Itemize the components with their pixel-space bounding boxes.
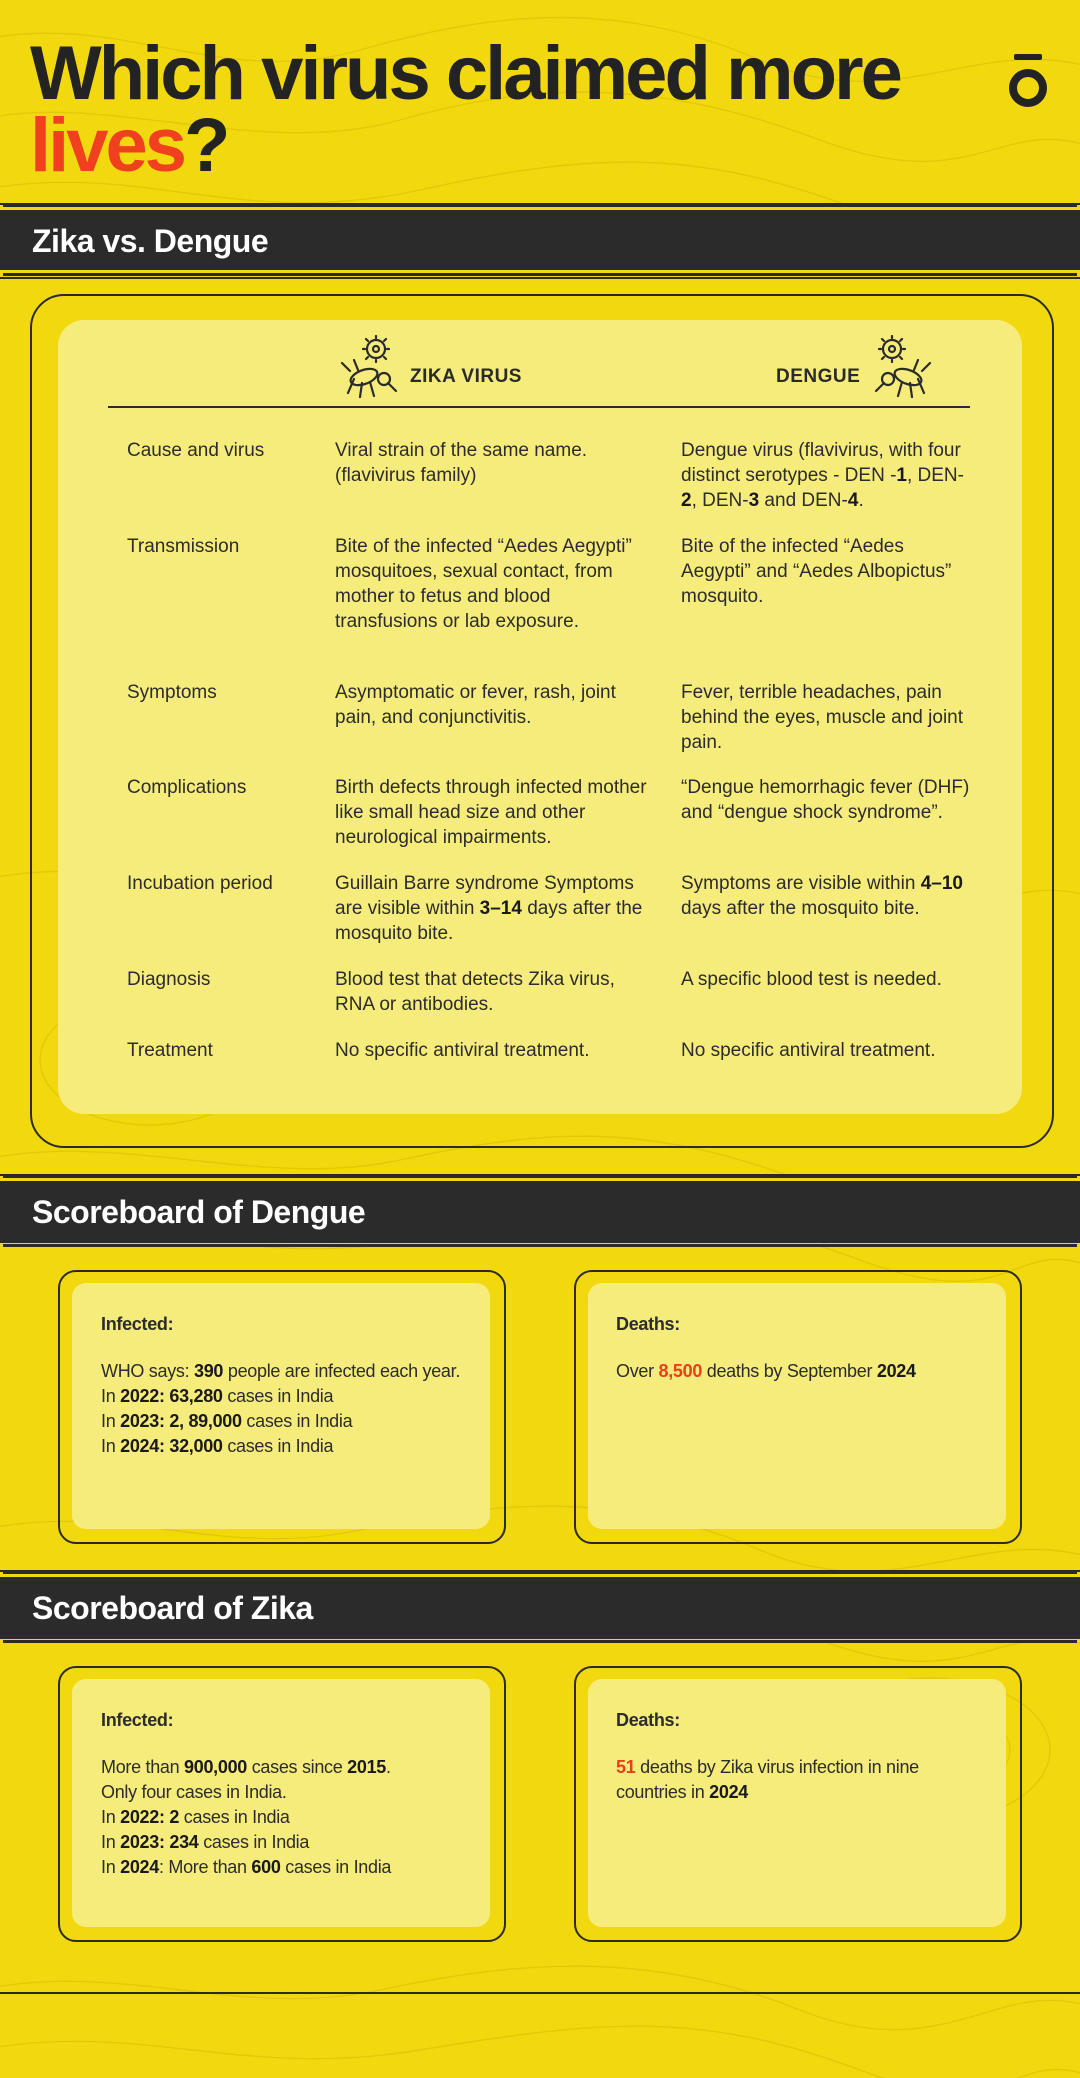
band-rule <box>0 1637 1080 1639</box>
row-label: Diagnosis <box>127 969 211 990</box>
band-rule <box>0 1174 1080 1176</box>
dengue-infected-text: Infected: WHO says: 390 people are infected each year. In 2022: 63,280 cases in India In 2023: 2, 89,000 cases in India In 2024: 32,000 cases in India <box>101 1312 481 1459</box>
section-header-dengue <box>0 1178 1080 1244</box>
title-end: ? <box>184 103 228 188</box>
bottom-rule <box>0 1992 1080 1994</box>
zika-cell: Asymptomatic or fever, rash, joint pain, and conjunctivitis. <box>335 682 616 728</box>
card-heading: Infected: <box>101 1710 174 1730</box>
mosquito-icon <box>340 335 406 401</box>
row-label: Complications <box>127 777 247 798</box>
band-rule <box>0 1570 1080 1572</box>
dengue-cell: No specific antiviral treatment. <box>681 1040 936 1061</box>
section-header-compare <box>0 207 1080 273</box>
zika-cell: No specific antiviral treatment. <box>335 1040 590 1061</box>
dengue-cell: Fever, terrible headaches, pain behind the eyes, muscle and joint pain. <box>681 682 964 753</box>
row-label: Treatment <box>127 1040 213 1061</box>
card-heading: Deaths: <box>616 1710 680 1730</box>
row-label: Symptoms <box>127 682 217 703</box>
column-header-dengue: DENGUE <box>776 366 861 387</box>
dengue-cell: Dengue virus (flavivirus, with four distinct serotypes - DEN -1, DEN-2, DEN-3 and DEN-4. <box>681 440 964 511</box>
brand-logo-icon <box>1006 50 1050 110</box>
card-heading: Deaths: <box>616 1314 680 1334</box>
dengue-deaths-text: Deaths: Over 8,500 deaths by September 2024 <box>616 1312 996 1384</box>
zika-cell: Guillain Barre syndrome Symptoms are visible within 3–14 days after the mosquito bite. <box>335 873 643 944</box>
zika-cell: Viral strain of the same name. (flavivirus family) <box>335 440 588 486</box>
zika-cell: Birth defects through infected mother like small head size and other neurological impairments. <box>335 777 647 848</box>
section-title: Scoreboard of Dengue <box>32 1194 366 1230</box>
section-title: Scoreboard of Zika <box>32 1590 313 1626</box>
title-accent: lives <box>30 103 185 188</box>
dengue-cell: A specific blood test is needed. <box>681 969 942 990</box>
zika-cell: Blood test that detects Zika virus, RNA or antibodies. <box>335 969 615 1015</box>
header-rule <box>108 406 970 408</box>
dengue-cell: Symptoms are visible within 4–10 days after the mosquito bite. <box>681 873 963 919</box>
page-title <box>30 31 900 188</box>
row-label: Incubation period <box>127 873 273 894</box>
card-heading: Infected: <box>101 1314 174 1334</box>
zika-cell: Bite of the infected “Aedes Aegypti” mosquitoes, sexual contact, from mother to fetus and blood transfusions or lab exposure. <box>335 536 632 632</box>
section-title: Zika vs. Dengue <box>32 223 269 259</box>
title-line1: Which virus claimed more <box>30 31 900 116</box>
band-rule <box>0 277 1080 279</box>
section-header-zika <box>0 1574 1080 1640</box>
dengue-cell: Bite of the infected “Aedes Aegypti” and “Aedes Albopictus” mosquito. <box>681 536 952 607</box>
zika-deaths-text: Deaths: 51 deaths by Zika virus infection in nine countries in 2024 <box>616 1708 976 1805</box>
mosquito-icon <box>866 335 932 401</box>
column-header-zika: ZIKA VIRUS <box>410 366 522 387</box>
row-label: Cause and virus <box>127 440 265 461</box>
dengue-cell: “Dengue hemorrhagic fever (DHF) and “dengue shock syndrome”. <box>681 777 970 823</box>
band-rule <box>0 1241 1080 1243</box>
row-label: Transmission <box>127 536 240 557</box>
zika-infected-text: Infected: More than 900,000 cases since 2015. Only four cases in India. In 2022: 2 cases in India In 2023: 234 cases in India In 2024: More than 600 cases in India <box>101 1708 491 1880</box>
band-rule <box>0 203 1080 205</box>
